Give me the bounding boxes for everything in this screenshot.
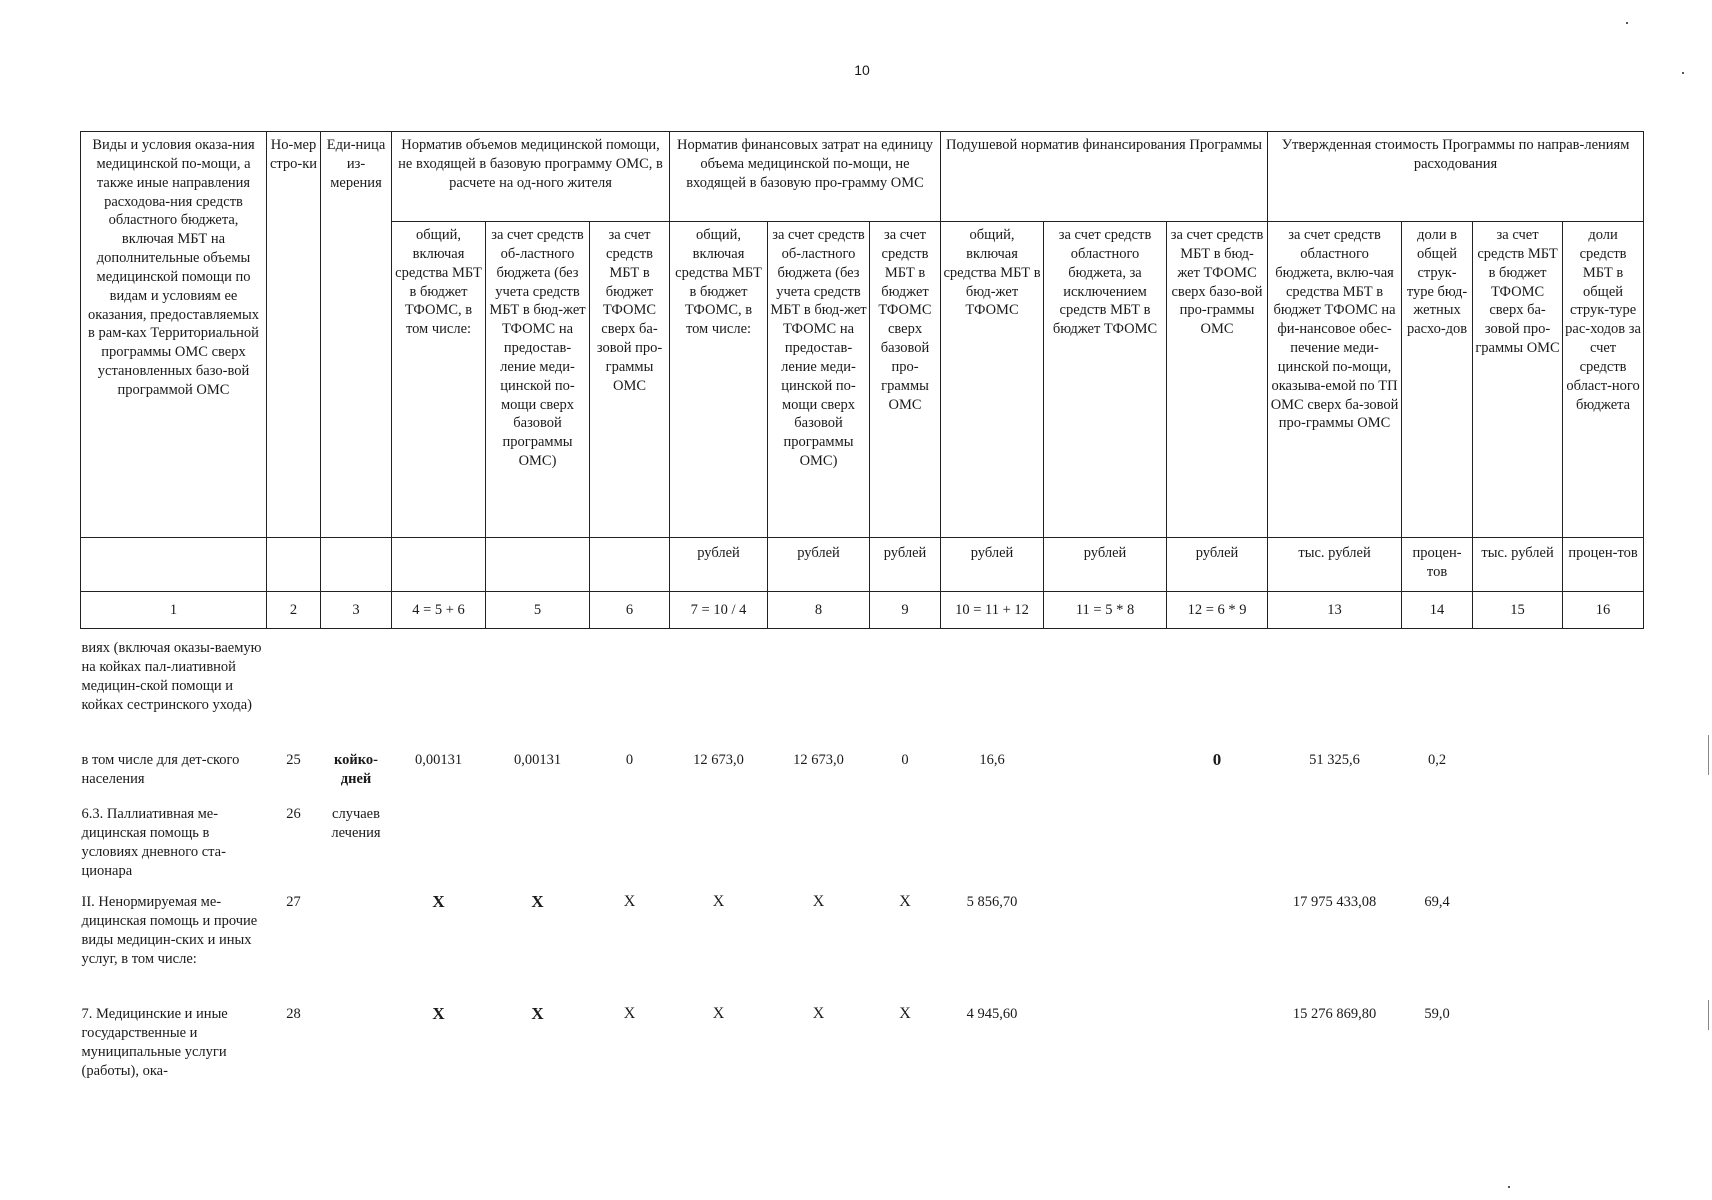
cell-c11 (1044, 797, 1167, 885)
cell-c7: X (712, 893, 725, 910)
scan-speck (1508, 1186, 1510, 1188)
cell-c5: 0,00131 (513, 752, 562, 768)
column-number: 2 (267, 592, 321, 629)
cell-c4 (392, 797, 486, 885)
column-number: 5 (486, 592, 590, 629)
cell-c5 (486, 629, 590, 744)
cell-c4: 0,00131 (414, 752, 463, 768)
cell-c12 (1167, 997, 1268, 1083)
cell-c14 (1402, 797, 1473, 885)
header-care-types: Виды и условия оказа-ния медицинской по-мощи, а также иные направления расходова-ния средств областного бюджета, включая МБТ на дополнительные объемы медицинской помощи по видам и условиям ее оказания, предоставляемых в рам-ках Территориальной программы ОМС сверх установленных базо-вой программой ОМС (81, 132, 267, 538)
cell-c14: 69,4 (1424, 894, 1450, 910)
header-unit: Еди-ница из-мерения (321, 132, 392, 538)
row-unit (321, 997, 392, 1083)
unit-cell (486, 538, 590, 592)
cell-c15 (1473, 629, 1563, 744)
unit-cell: рублей (670, 538, 768, 592)
unit-cell: процен-тов (1563, 538, 1644, 592)
row-name: 6.3. Паллиативная ме-дицинская помощь в условиях дневного ста-ционара (81, 806, 226, 879)
cell-c8: X (812, 1005, 825, 1022)
subheader-cell: за счет средств МБТ в бюд-жет ТФОМС сверх базо-вой про-граммы ОМС (1167, 222, 1268, 538)
cell-c7 (670, 629, 768, 744)
subheader-cell: за счет средств МБТ в бюджет ТФОМС сверх ба-зовой про-граммы ОМС (1473, 222, 1563, 538)
cell-c5: X (531, 892, 544, 911)
cell-c4 (392, 629, 486, 744)
header-volume-norm: Норматив объемов медицинской помощи, не входящей в базовую программу ОМС, в расчете на од-ного жителя (392, 132, 670, 222)
unit-cell: тыс. рублей (1473, 538, 1563, 592)
row-line: 25 (286, 752, 301, 768)
cell-c10: 5 856,70 (966, 894, 1018, 910)
cell-c13: 17 975 433,08 (1292, 894, 1377, 910)
subheader-cell: за счет средств МБТ в бюджет ТФОМС сверх ба-зовой про-граммы ОМС (590, 222, 670, 538)
table-row (81, 629, 1644, 744)
table-header (81, 132, 1644, 629)
cell-c16 (1563, 997, 1644, 1083)
cell-c4: X (432, 1004, 445, 1023)
cell-c13: 51 325,6 (1309, 752, 1360, 768)
cell-c7 (670, 797, 768, 885)
header-line-number: Но-мер стро-ки (267, 132, 321, 538)
subheader-cell: общий, включая средства МБТ в бюджет ТФОМС, в том числе: (392, 222, 486, 538)
subheader-cell: за счет средств об-ластного бюджета (без учета средств МБТ в бюд-жет ТФОМС на предостав-ление меди-цинской по-мощи сверх базовой программы ОМС) (768, 222, 870, 538)
page-number: 10 (854, 62, 870, 78)
subheader-cell: за счет средств областного бюджета, вклю-чая средства МБТ в бюджет ТФОМС на фи-нансовое обес-печение меди-цинской по-мощи, оказыва-емой по ТП ОМС сверх ба-зовой про-граммы ОМС (1268, 222, 1402, 538)
cell-c15 (1473, 743, 1563, 797)
subheader-cell: доли средств МБТ в общей струк-туре рас-ходов за счет средств област-ного бюджета (1563, 222, 1644, 538)
scan-speck (1626, 22, 1628, 24)
cell-c12: 0 (1212, 750, 1222, 769)
cell-c10: 16,6 (979, 752, 1005, 768)
cell-c10 (941, 629, 1044, 744)
unit-cell: рублей (941, 538, 1044, 592)
column-number: 14 (1402, 592, 1473, 629)
column-number: 4 = 5 + 6 (392, 592, 486, 629)
table-row (81, 885, 1644, 997)
unit-cell: рублей (768, 538, 870, 592)
cell-c7: 12 673,0 (693, 752, 744, 768)
row-name: в том числе для дет-ского населения (81, 752, 240, 787)
header-approved-cost: Утвержденная стоимость Программы по направ-лениям расходования (1268, 132, 1644, 222)
unit-cell (392, 538, 486, 592)
scan-edge-mark (1708, 1000, 1709, 1030)
unit-cell: рублей (1167, 538, 1268, 592)
cell-c10 (941, 797, 1044, 885)
column-number: 13 (1268, 592, 1402, 629)
row-line: 27 (286, 894, 301, 910)
cell-c6 (590, 629, 670, 744)
cell-c15 (1473, 797, 1563, 885)
cell-c14 (1402, 629, 1473, 744)
cell-c9 (870, 629, 941, 744)
cell-c8: 12 673,0 (793, 752, 844, 768)
column-number: 3 (321, 592, 392, 629)
cell-c4: X (432, 892, 445, 911)
unit-cell (321, 538, 392, 592)
row-line: 28 (286, 1006, 301, 1022)
cell-c15 (1473, 997, 1563, 1083)
cell-c12 (1167, 885, 1268, 997)
cell-c10: 4 945,60 (966, 1006, 1018, 1022)
table-row (81, 743, 1644, 797)
scan-speck (1682, 72, 1684, 74)
cell-c14: 0,2 (1427, 752, 1447, 768)
cell-c6 (590, 797, 670, 885)
row-name: II. Ненормируемая ме-дицинская помощь и прочие виды медицин-ских и иных услуг, в том числе: (81, 894, 258, 967)
column-numbers-row (81, 592, 1644, 629)
header-per-capita-norm: Подушевой норматив финансирования Программы (941, 132, 1268, 222)
cell-c5 (486, 797, 590, 885)
column-number: 15 (1473, 592, 1563, 629)
column-number: 1 (81, 592, 267, 629)
cell-c14: 59,0 (1424, 1006, 1450, 1022)
cell-c13 (1268, 629, 1402, 744)
cell-c8 (768, 629, 870, 744)
column-number: 9 (870, 592, 941, 629)
cell-c7: X (712, 1005, 725, 1022)
cell-c6: 0 (625, 752, 634, 768)
cell-c11 (1044, 885, 1167, 997)
column-number: 10 = 11 + 12 (941, 592, 1044, 629)
scan-edge-mark (1708, 735, 1709, 775)
cell-c9 (870, 797, 941, 885)
cell-c11 (1044, 997, 1167, 1083)
column-number: 12 = 6 * 9 (1167, 592, 1268, 629)
cell-c9: 0 (901, 752, 909, 768)
table-body (81, 629, 1644, 1084)
cell-c8: X (812, 893, 825, 910)
subheader-cell: доли в общей струк-туре бюд-жетных расхо-дов (1402, 222, 1473, 538)
row-name: 7. Медицинские и иные государственные и муниципальные услуги (работы), ока- (81, 1006, 228, 1079)
unit-cell: рублей (1044, 538, 1167, 592)
cell-c8 (768, 797, 870, 885)
column-number: 16 (1563, 592, 1644, 629)
row-unit: койко-дней (333, 752, 378, 787)
subheader-cell: за счет средств об-ластного бюджета (без учета средств МБТ в бюд-жет ТФОМС на предостав-ление меди-цинской по-мощи сверх базовой программы ОМС) (486, 222, 590, 538)
cell-c13 (1268, 797, 1402, 885)
unit-cell (590, 538, 670, 592)
row-unit: случаев лечения (331, 806, 381, 841)
subheader-cell: за счет средств областного бюджета, за исключением средств МБТ в бюджет ТФОМС (1044, 222, 1167, 538)
unit-cell (81, 538, 267, 592)
subheader-cell: общий, включая средства МБТ в бюд-жет ТФОМС (941, 222, 1044, 538)
header-cost-norm: Норматив финансовых затрат на единицу объема медицинской по-мощи, не входящей в базовую про-грамму ОМС (670, 132, 941, 222)
cell-c9: X (899, 893, 911, 910)
row-line: 26 (286, 806, 301, 822)
cell-c16 (1563, 629, 1644, 744)
row-unit (321, 629, 392, 744)
table-row (81, 797, 1644, 885)
cell-c6: X (623, 893, 636, 910)
subheader-cell: за счет средств МБТ в бюджет ТФОМС сверх базовой про-граммы ОМС (870, 222, 941, 538)
table-row (81, 997, 1644, 1083)
cell-c12 (1167, 797, 1268, 885)
row-line (267, 629, 321, 744)
cell-c5: X (531, 1004, 544, 1023)
cell-c13: 15 276 869,80 (1292, 1006, 1377, 1022)
row-name: виях (включая оказы-ваемую на койках пал-лиативной медицин-ской помощи и койках сестринского ухода) (81, 640, 262, 713)
unit-cell: тыс. рублей (1268, 538, 1402, 592)
cell-c11 (1044, 743, 1167, 797)
cell-c16 (1563, 797, 1644, 885)
budget-program-table (80, 131, 1644, 1083)
cell-c6: X (623, 1005, 636, 1022)
unit-cell: процен-тов (1402, 538, 1473, 592)
column-number: 8 (768, 592, 870, 629)
column-number: 7 = 10 / 4 (670, 592, 768, 629)
row-unit (321, 885, 392, 997)
cell-c16 (1563, 885, 1644, 997)
column-number: 6 (590, 592, 670, 629)
subheader-cell: общий, включая средства МБТ в бюджет ТФОМС, в том числе: (670, 222, 768, 538)
cell-c9: X (899, 1005, 911, 1022)
unit-cell: рублей (870, 538, 941, 592)
unit-cell (267, 538, 321, 592)
cell-c15 (1473, 885, 1563, 997)
units-row (81, 538, 1644, 592)
cell-c11 (1044, 629, 1167, 744)
column-number: 11 = 5 * 8 (1044, 592, 1167, 629)
cell-c12 (1167, 629, 1268, 744)
cell-c16 (1563, 743, 1644, 797)
